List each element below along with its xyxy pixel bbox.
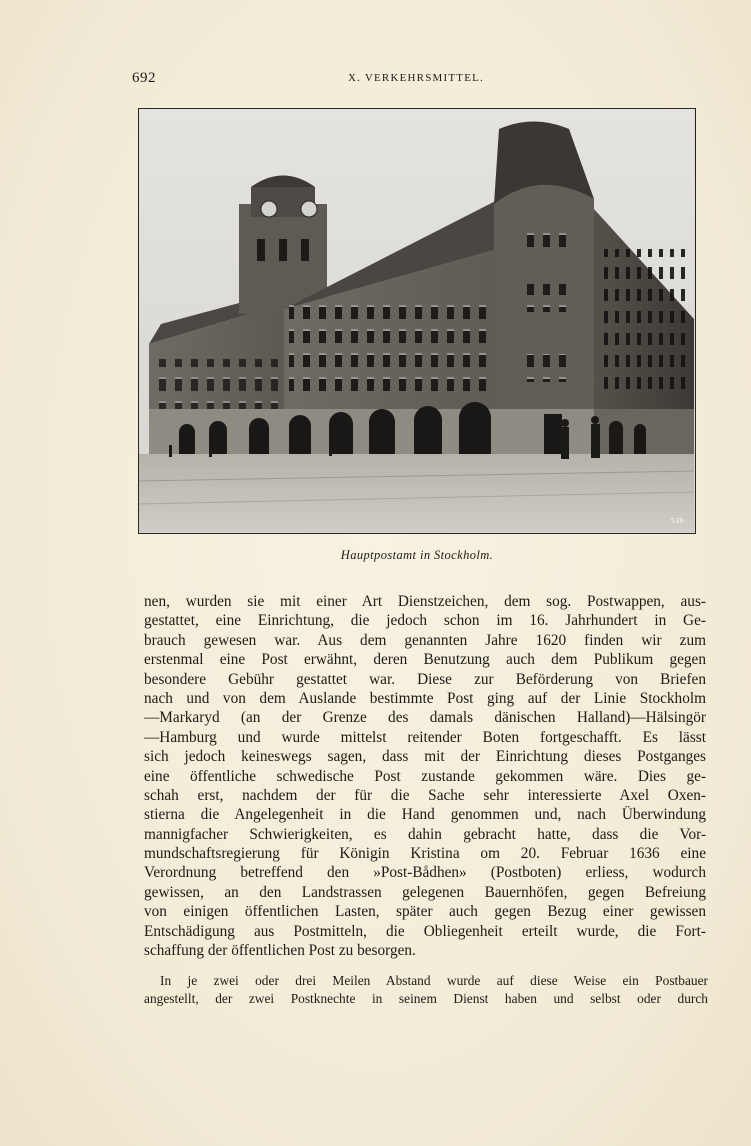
footnote-line: In je zwei oder drei Meilen Abstand wurde auf diese Weise ein Postbauer xyxy=(160,973,708,988)
plate-number: 536 xyxy=(670,517,684,525)
footnote-line: angestellt, der zwei Postknechte in seinem Dienst haben und selbst oder durch xyxy=(144,991,708,1006)
body-line: mannigfacher Schwierigkeiten, es dahin gebracht hatte, dass die Vor- xyxy=(144,825,706,843)
body-line: schah erst, nachdem der für die Sache sehr interessierte Axel Oxen- xyxy=(144,786,706,804)
body-line: stierna die Angelegenheit in die Hand genommen und, nach Überwindung xyxy=(144,806,706,824)
running-head: X. VERKEHRSMITTEL. xyxy=(348,72,484,84)
body-line: mundschaftsregierung für Königin Kristina om 20. Februar 1636 eine xyxy=(144,845,706,863)
body-line: brauch gewesen war. Aus dem genannten Jahre 1620 finden wir zum xyxy=(144,631,706,649)
body-line: von einigen öffentlichen Lasten, später auch gegen Bezug einer gewissen xyxy=(144,903,706,921)
body-line: schaffung der öffentlichen Post zu besorgen. xyxy=(144,942,416,960)
body-line: gestattet, eine Einrichtung, die jedoch schon im 16. Jahrhundert in Ge- xyxy=(144,612,706,630)
body-line: gewissen, an den Landstrassen gelegenen Bauernhöfen, gegen Befreiung xyxy=(144,883,706,901)
body-line: —Markaryd (an der Grenze des damals dänischen Halland)—Hälsingör xyxy=(144,709,706,727)
footnote-text xyxy=(144,972,708,1008)
post-office-building-illustration xyxy=(139,109,694,532)
body-line: besondere Gebühr gestattet war. Diese zur Beförderung von Briefen xyxy=(144,670,706,688)
page-header xyxy=(132,70,700,90)
body-line: nach und von dem Auslande bestimmte Post ging auf der Linie Stockholm xyxy=(144,689,706,707)
building-photograph xyxy=(138,108,696,534)
body-line: sich jedoch keineswegs sagen, dass mit der Einrichtung dieses Postganges xyxy=(144,748,706,766)
body-line: —Hamburg und wurde mittelst reitender Boten fortgeschafft. Es lässt xyxy=(144,728,706,746)
figure-caption: Hauptpostamt in Stockholm. xyxy=(340,548,494,562)
body-line: nen, wurden sie mit einer Art Dienstzeichen, dem sog. Postwappen, aus- xyxy=(144,593,706,610)
body-line: erstenmal eine Post erwähnt, deren Benutzung auch dem Publikum gegen xyxy=(144,651,706,669)
page-number: 692 xyxy=(132,70,156,86)
body-text xyxy=(144,592,706,960)
body-line: Verordnung betreffend den »Post-Bådhen» (Postboten) erliess, wodurch xyxy=(144,864,706,882)
body-line: eine öffentliche schwedische Post zustande gekommen wäre. Dies ge- xyxy=(144,767,706,785)
body-line: Entschädigung aus Postmitteln, die Obliegenheit erteilt wurde, die Fort- xyxy=(144,922,706,940)
